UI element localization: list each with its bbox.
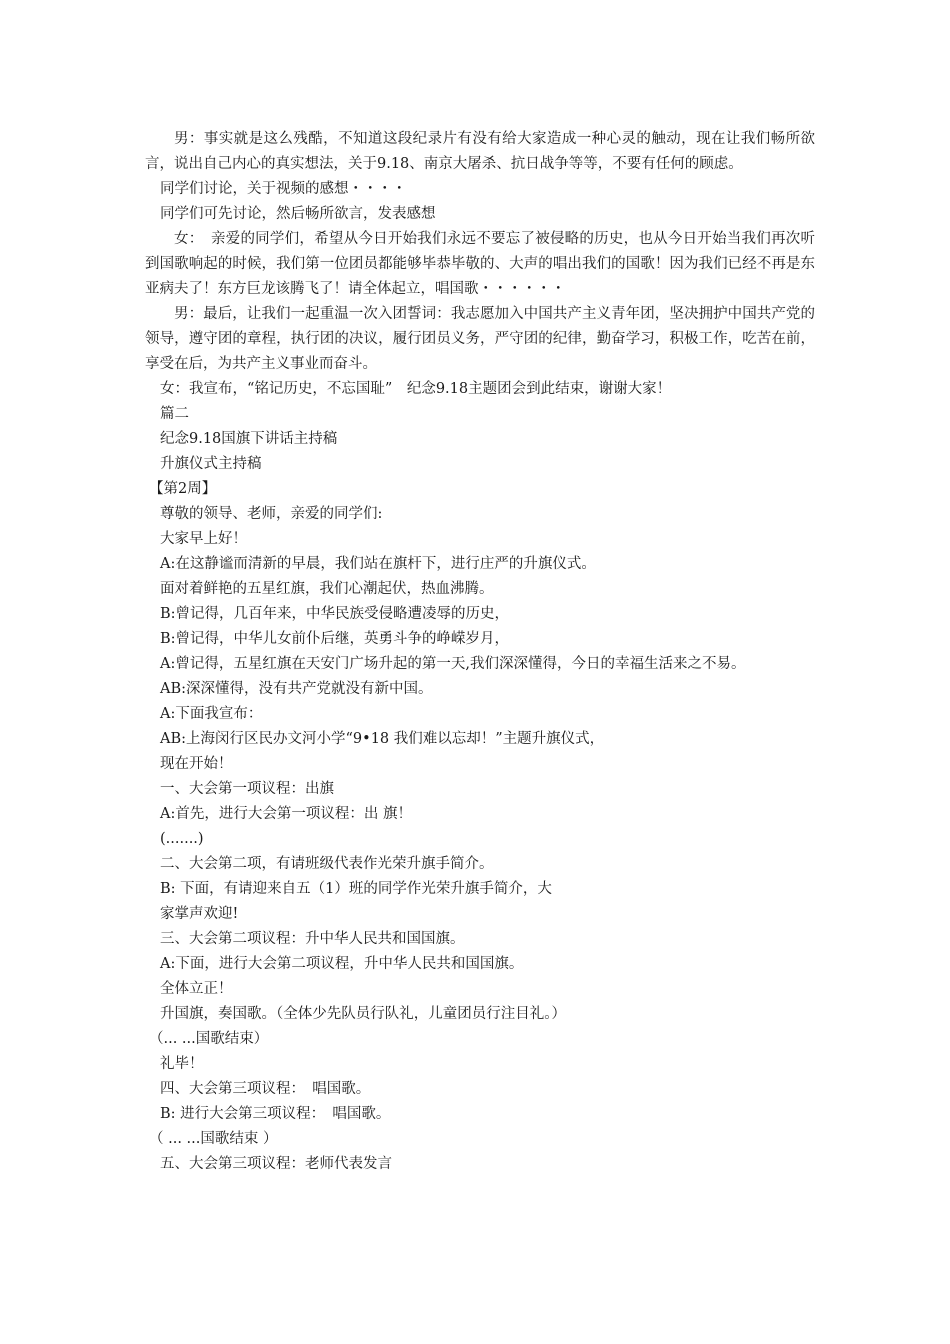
text-line: A:下面我宣布：: [160, 706, 263, 722]
section-heading: 篇二: [160, 406, 189, 422]
document-body: [145, 127, 815, 1177]
text-line: B: 下面，有请迎来自五（1）班的同学作光荣升旗手简介，大: [160, 881, 552, 897]
document-title: 纪念9.18国旗下讲话主持稿: [160, 431, 338, 447]
paragraph-male-host-1: 男：事实就是这么残酷，不知道这段纪录片有没有给大家造成一种心灵的触动，现在让我们畅所欲言，说出自己内心的真实想法，关于9.18、南京大屠杀、抗日战争等等，不要有任何的顾虑。: [145, 131, 815, 172]
week-label: 【第2周】: [149, 481, 217, 497]
text-line: 家掌声欢迎!: [160, 906, 239, 922]
text-line: 礼毕！: [160, 1056, 204, 1072]
agenda-item-4: 四、大会第三项议程： 唱国歌。: [160, 1081, 371, 1097]
text-line: A:在这静谧而清新的早晨，我们站在旗杆下，进行庄严的升旗仪式。: [160, 556, 596, 572]
agenda-item-5: 五、大会第三项议程：老师代表发言: [160, 1156, 392, 1172]
agenda-item-3: 三、大会第二项议程：升中华人民共和国国旗。: [160, 931, 465, 947]
agenda-item-1: 一、大会第一项议程：出旗: [160, 781, 334, 797]
text-line: 大家早上好！: [160, 531, 247, 547]
text-line: B:曾记得，几百年来，中华民族受侵略遭凌辱的历史，: [160, 606, 510, 622]
text-line: 面对着鲜艳的五星红旗，我们心潮起伏，热血沸腾。: [160, 581, 494, 597]
text-line: 升国旗，奏国歌。（全体少先队员行队礼，儿童团员行注目礼。）: [160, 1006, 566, 1022]
text-line: A:下面，进行大会第二项议程，升中华人民共和国国旗。: [160, 956, 524, 972]
text-line: (.......): [160, 831, 204, 847]
text-line: 尊敬的领导、老师，亲爱的同学们:: [160, 506, 383, 522]
paragraph-female-host-2: 女：我宣布，“铭记历史，不忘国耻” 纪念9.18主题团会到此结束，谢谢大家！: [160, 381, 672, 397]
text-line: A:首先，进行大会第一项议程：出 旗！: [160, 806, 412, 822]
text-line: B:曾记得，中华儿女前仆后继，英勇斗争的峥嵘岁月，: [160, 631, 510, 647]
text-line: AB:深深懂得，没有共产党就没有新中国。: [160, 681, 433, 697]
paragraph-female-host-1: 女： 亲爱的同学们，希望从今日开始我们永远不要忘了被侵略的历史，也从今日开始当我们再次听到国歌响起的时候，我们第一位团员都能够毕恭毕敬的、大声的唱出我们的国歌！因为我们已经不再是东亚病夫了！东方巨龙该腾飞了！请全体起立，唱国歌・・・・・・: [145, 231, 815, 297]
paragraph-discussion-1: 同学们讨论，关于视频的感想・・・・: [160, 181, 407, 197]
text-line: （ ... ...国歌结束 ）: [149, 1131, 278, 1147]
text-line: A:曾记得，五星红旗在天安门广场升起的第一天,我们深深懂得，今日的幸福生活来之不易。: [160, 656, 746, 672]
text-line: B: 进行大会第三项议程： 唱国歌。: [160, 1106, 391, 1122]
paragraph-discussion-2: 同学们可先讨论，然后畅所欲言，发表感想: [160, 206, 436, 222]
text-line: 现在开始！: [160, 756, 233, 772]
document-subtitle: 升旗仪式主持稿: [160, 456, 262, 472]
text-line: （... ...国歌结束）: [149, 1031, 269, 1047]
text-line: AB:上海闵行区民办文河小学“9•18 我们难以忘却！”主题升旗仪式，: [160, 731, 605, 747]
text-line: 全体立正！: [160, 981, 233, 997]
paragraph-male-host-2: 男：最后，让我们一起重温一次入团誓词：我志愿加入中国共产主义青年团，坚决拥护中国共产党的领导，遵守团的章程，执行团的决议，履行团员义务，严守团的纪律，勤奋学习，积极工作，吃苦在前，享受在后，为共产主义事业而奋斗。: [145, 306, 815, 372]
agenda-item-2: 二、大会第二项，有请班级代表作光荣升旗手简介。: [160, 856, 494, 872]
